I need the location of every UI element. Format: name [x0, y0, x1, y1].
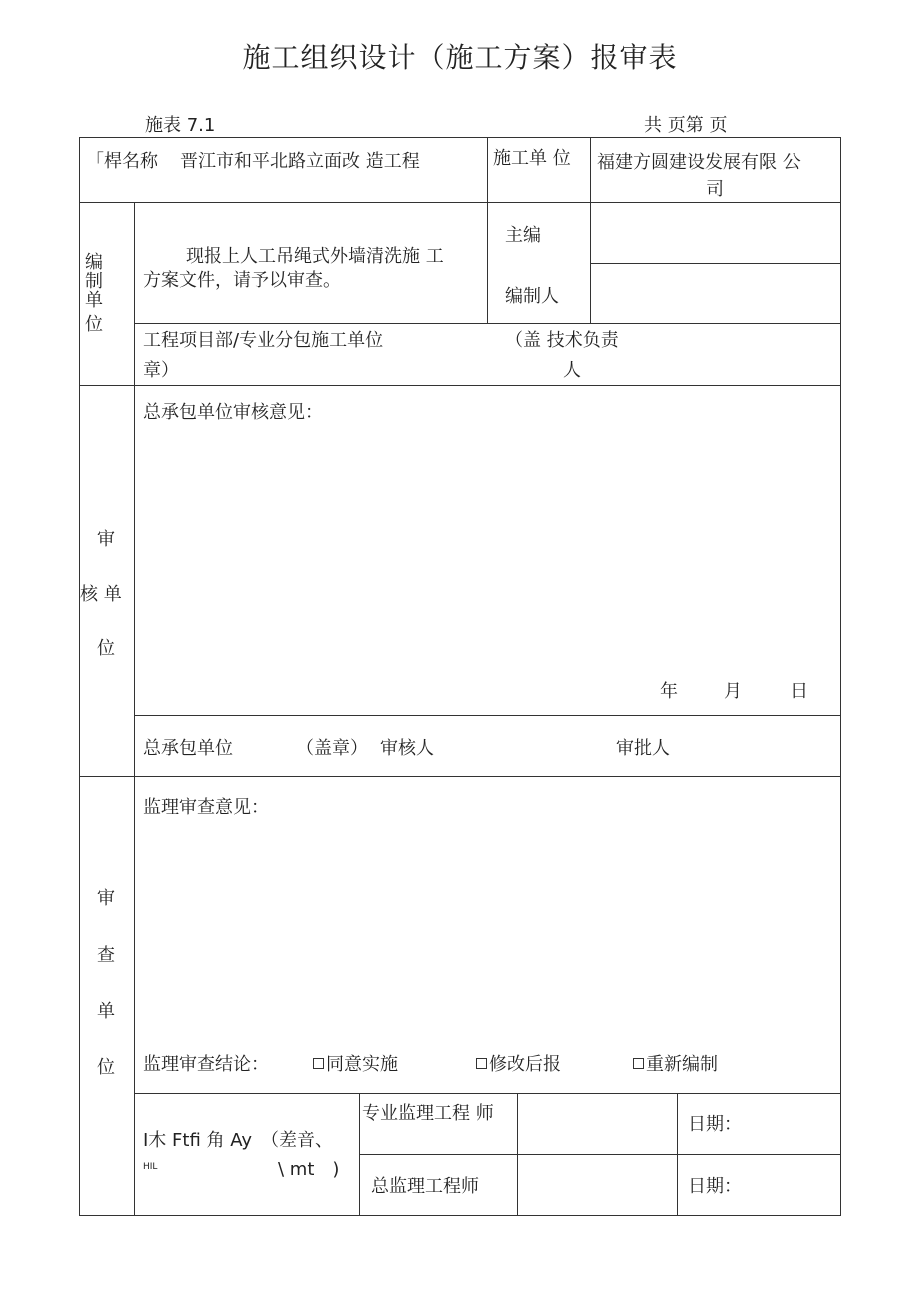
specialist-engineer-label: 专业监理工程 师 — [362, 1103, 494, 1124]
checkbox-icon[interactable] — [476, 1058, 487, 1069]
page-title: 施工组织设计（施工方案）报审表 — [242, 41, 678, 74]
seal-tech-lead: （盖 技术负责 — [505, 330, 619, 351]
chief-engineer-date-label: 日期： — [688, 1176, 742, 1197]
chief-editor-label: 主编 — [505, 225, 541, 246]
option-rework-label: 重新编制 — [646, 1054, 718, 1075]
option-revise[interactable] — [476, 1050, 561, 1076]
review-side-label-1: 审 — [97, 529, 115, 550]
compile-side-label-2: 制单 — [85, 271, 103, 311]
supervision-side-char-2: 查 — [97, 945, 115, 966]
review-date-month: 月 — [724, 681, 742, 702]
review-seal-label: （盖章） — [296, 738, 368, 759]
supervision-side-char-1: 审 — [97, 888, 115, 909]
supervision-side-char-3: 单 — [97, 1001, 115, 1022]
seal-tech-lead-2: 人 — [563, 360, 581, 381]
option-approve-label: 同意实施 — [326, 1054, 398, 1075]
supervision-garbled-line1: I木 Ftfi 角 Ay （差音、 — [143, 1130, 333, 1151]
contractor-value-line2: 司 — [706, 179, 724, 200]
checkbox-icon[interactable] — [313, 1058, 324, 1069]
engineer-date-label: 日期： — [688, 1114, 742, 1135]
supervision-garbled-small: HIL — [143, 1162, 158, 1172]
form-number: 施表 7.1 — [145, 115, 216, 136]
option-approve[interactable] — [313, 1050, 398, 1076]
review-date-year: 年 — [660, 681, 678, 702]
review-unit-label: 总承包单位 — [143, 738, 233, 759]
project-dept-line1: 工程项目部/专业分包施工单位 — [143, 330, 384, 351]
project-dept-line2: 章） — [143, 360, 179, 381]
supervision-garbled-line2: \ mt ) — [278, 1159, 340, 1180]
contractor-value-line1: 福建方圆建设发展有限 公 — [597, 152, 801, 173]
reviewer-label: 审核人 — [380, 738, 434, 759]
supervision-side-char-4: 位 — [97, 1057, 115, 1078]
option-revise-label: 修改后报 — [489, 1054, 561, 1075]
supervision-opinion-label: 监理审查意见： — [143, 797, 269, 818]
checkbox-icon[interactable] — [633, 1058, 644, 1069]
review-opinion-label: 总承包单位审核意见： — [143, 402, 323, 423]
compile-side-label-1: 编 — [85, 252, 103, 273]
approver-label: 审批人 — [616, 738, 670, 759]
review-date-day: 日 — [790, 681, 808, 702]
compile-side-label-3: 位 — [85, 314, 103, 335]
compile-text-line2: 方案文件，请予以审查。 — [143, 270, 341, 291]
project-name-label: 「桿名称 — [86, 151, 158, 172]
chief-engineer-label: 总监理工程师 — [371, 1176, 479, 1197]
supervision-conclusion-label: 监理审查结论： — [143, 1054, 269, 1075]
preparer-label: 编制人 — [505, 286, 559, 307]
page-info: 共 页第 页 — [644, 115, 728, 136]
contractor-label: 施工单 位 — [493, 148, 571, 169]
option-rework[interactable] — [633, 1050, 718, 1076]
project-name-value: 晋江市和平北路立面改 造工程 — [180, 151, 420, 172]
review-side-label-2: 核 单 — [80, 584, 122, 605]
review-side-label-3: 位 — [97, 638, 115, 659]
compile-text-line1: 现报上人工吊绳式外墙清洗施 工 — [186, 246, 444, 267]
